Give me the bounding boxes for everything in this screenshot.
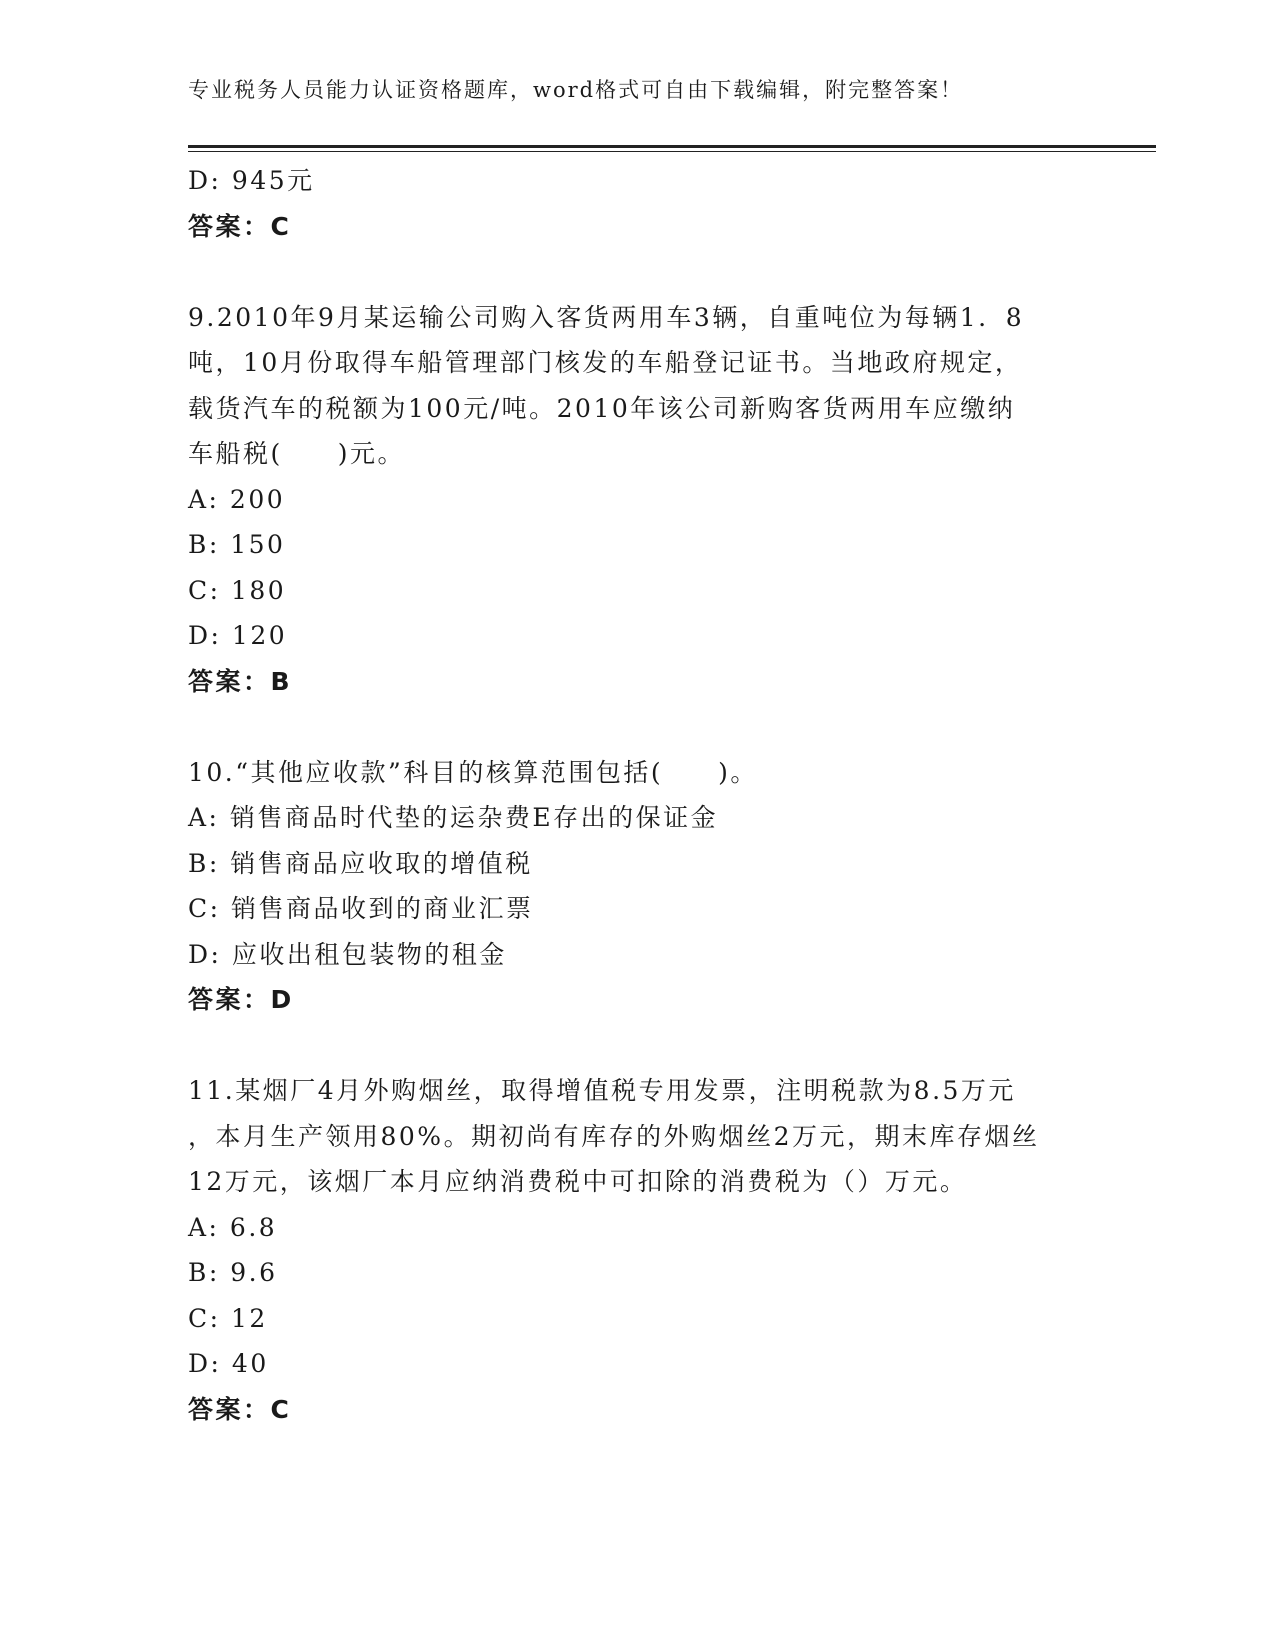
answer-line: 答案：D — [188, 985, 294, 1014]
option-c: C: 销售商品收到的商业汇票 — [188, 894, 534, 923]
spacer — [188, 249, 1088, 295]
question-9 — [188, 295, 1088, 705]
question-10 — [188, 750, 1088, 1023]
spacer — [188, 1023, 1088, 1069]
option-a: A: 销售商品时代垫的运杂费E存出的保证金 — [188, 803, 719, 832]
answer-line: 答案：C — [188, 1394, 292, 1424]
answer-line: 答案：B — [188, 666, 293, 696]
option-c: C: 12 — [188, 1303, 268, 1333]
question-text-line: 9.2010年9月某运输公司购入客货两用车3辆，自重吨位为每辆1．8 — [188, 302, 1025, 332]
option-b: B: 150 — [188, 530, 286, 559]
question-text-line: 11.某烟厂4月外购烟丝，取得增值税专用发票，注明税款为8.5万元 — [188, 1076, 1016, 1105]
header-rule-thick — [188, 145, 1156, 148]
question-11 — [188, 1068, 1088, 1432]
option-d: D: 945元 — [188, 166, 315, 195]
spacer — [188, 704, 1088, 750]
option-d: D: 120 — [188, 621, 288, 650]
question-text-line: 12万元，该烟厂本月应纳消费税中可扣除的消费税为（）万元。 — [188, 1167, 968, 1196]
question-text-line: ，本月生产领用80%。期初尚有库存的外购烟丝2万元，期末库存烟丝 — [188, 1121, 1040, 1151]
question-content — [188, 158, 1088, 1432]
option-a: A: 6.8 — [188, 1212, 278, 1242]
option-d: D: 应收出租包装物的租金 — [188, 939, 507, 969]
question-text-line: 吨，10月份取得车船管理部门核发的车船登记证书。当地政府规定， — [188, 348, 1023, 377]
answer-line: 答案：C — [188, 211, 292, 241]
question-text-line: 车船税( )元。 — [188, 439, 406, 468]
option-a: A: 200 — [188, 484, 286, 514]
header-rule-thin — [188, 151, 1156, 152]
option-b: B: 销售商品应收取的增值税 — [188, 848, 533, 878]
option-b: B: 9.6 — [188, 1258, 278, 1287]
question-text-line: 载货汽车的税额为100元/吨。2010年该公司新购客货两用车应缴纳 — [188, 393, 1016, 423]
question-text-line: 10.“其他应收款”科目的核算范围包括( )。 — [188, 757, 758, 787]
document-header: 专业税务人员能力认证资格题库，word格式可自由下载编辑，附完整答案！ — [188, 78, 964, 102]
option-d: D: 40 — [188, 1349, 269, 1378]
option-c: C: 180 — [188, 575, 287, 605]
